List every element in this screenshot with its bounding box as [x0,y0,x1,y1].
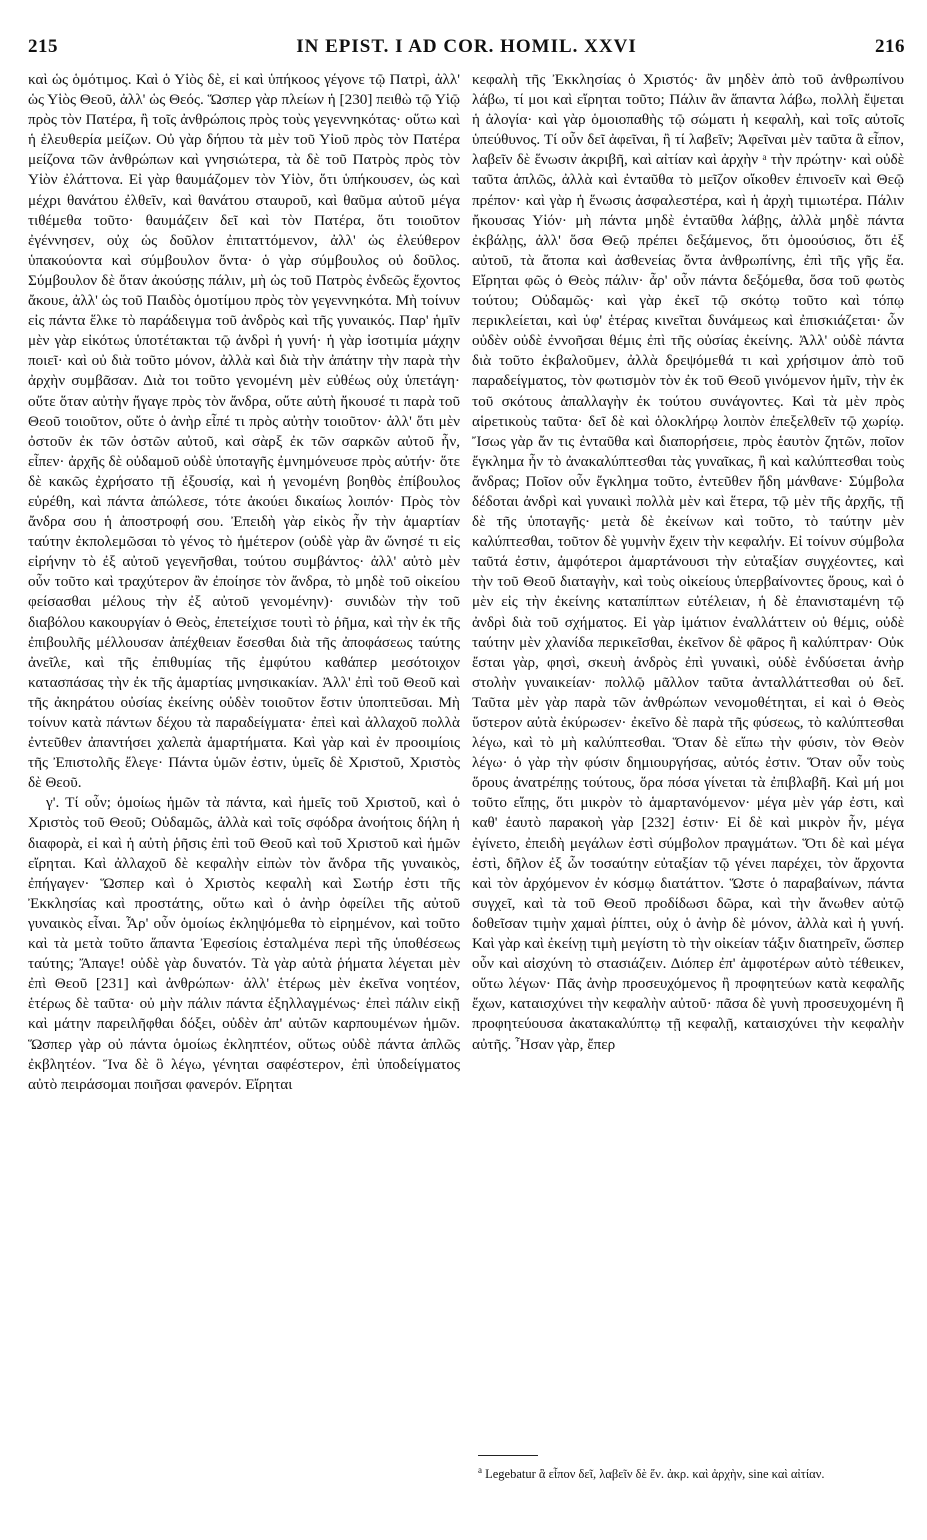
page-number-left: 215 [28,36,58,57]
running-header [28,34,905,60]
right-column [472,70,904,1055]
footnote-rule [478,1455,538,1456]
page-number-right: 216 [875,36,905,57]
left-paragraph-1: καὶ ὡς ὁμότιμος. Καὶ ὁ Υἱὸς δὲ, εἰ καὶ ὑπήκοος γέγονε τῷ Πατρὶ, ἀλλ' ὡς Υἱὸς Θεοῦ, ἀλλ' ὡς Θεός. Ὥσπερ γὰρ πλείων ἡ [230] πειθὼ τῷ Υἱῷ πρὸς τὸν Πατέρα, ἢ τοῖς ἀνθρώποις πρὸς τοὺς γεγεννηκότας· οὕτω καὶ ἡ ἐλευθερία μείζων. Οὐ γὰρ δήπου τὰ μὲν τοῦ Υἱοῦ πρὸς τὸν Πατέρα μείζονα τῶν ἀνθρώπων καὶ γνησιώτερα, τὰ δὲ τοῦ Πατρὸς πρὸς τὸν Υἱὸν ἐλάττονα. Εἰ γὰρ θαυμάζομεν τὸν Υἱὸν, ὅτι ὑπήκουσεν, ὡς καὶ μέχρι θανάτου ἐλθεῖν, καὶ θανάτου σταυροῦ, καὶ θαῦμα αὐτοῦ μέγα τιθέμεθα τοῦτο· θαυμάζειν δεῖ καὶ τὸν Πατέρα, ὅτι τοιοῦτον ἐγέννησεν, οὐχ ὡς δοῦλον ἐπιταττόμενον, ἀλλ' ὡς ἐλεύθερον ὑπακούοντα καὶ σύμβουλον ὄντα· ὁ γὰρ σύμβουλος οὐ δοῦλος. Σύμβουλον δὲ ὅταν ἀκούσῃς πάλιν, μὴ ὡς τοῦ Πατρὸς ἐνδεῶς ἔχοντος ἄκουε, ἀλλ' ὡς τοῦ Παιδὸς ὁμοτίμου πρὸς τὸν γεγεννηκότα. Μὴ τοίνυν εἰς πάντα ἕλκε τὸ παράδειγμα τοῦ ἀνδρὸς καὶ τῆς γυναικός. Παρ' ἡμῖν μὲν γὰρ εἰκότως ὑποτέτακται τῷ ἀνδρὶ ἡ γυνή· ἡ γὰρ ἰσοτιμία μάχην ποιεῖ· καὶ οὐ διὰ τοῦτο μόνον, ἀλλὰ καὶ διὰ τὴν ἀπάτην τὴν παρὰ τὴν ἀρχὴν συμβᾶσαν. Διὰ τοι τοῦτο γενομένη μὲν εὐθέως οὐχ ὑπετάγη· οὔτε ὅταν αὐτὴν ἤγαγε πρὸς τὸν ἄνδρα, οὔτε αὐτὴ ἤκουσέ τι παρὰ τοῦ Θεοῦ τοιοῦτον, οὔτε ὁ ἀνὴρ εἶπέ τι πρὸς αὐτὴν τοιοῦτον· ἀλλ' ὅτι μὲν ὀστοῦν ἐκ τῶν ὀστῶν αὐτοῦ, καὶ σὰρξ ἐκ τῶν σαρκῶν αὐτοῦ ἦν, εἶπεν· ἀρχῆς δὲ οὐδαμοῦ οὐδὲ ὑποταγῆς ἐμνημόνευσε πρὸς αὐτήν· ὅτε δὲ κακῶς ἐχρήσατο τῇ ἐξουσίᾳ, καὶ ἡ γενομένη βοηθὸς ἐπίβουλος εὑρέθη, καὶ πάντα ἀπώλεσε, τότε ἀκούει δικαίως λοιπόν· Πρὸς τὸν ἄνδρα σου ἡ ἀποστροφή σου. Ἐπειδὴ γὰρ εἰκὸς ἦν τὴν ἁμαρτίαν ταύτην ἐκπολεμῶσαι τὸ γένος τὸ ἡμέτερον (οὐδὲ γὰρ ἂν ὤνησέ τι εἰς εἰρήνην τὸ ἐξ αὐτοῦ γεγενῆσθαι, τούτου συμβάντος· ἀλλ' αὐτὸ μὲν οὖν τοῦτο καὶ τραχύτερον ἂν ἐποίησε τὸν ἄνδρα, τὸ μηδὲ τοῦ οἰκείου φείσασθαι μέλους τὴν ἐξ αὐτοῦ γενομένην)· συνιδὼν τὴν τοῦ διαβόλου κακουργίαν ὁ Θεὸς, ἐπετείχισε τουτὶ τὸ ῥῆμα, καὶ τὴν ἐκ τῆς ἐπιβουλῆς μέλλουσαν ἀπέχθειαν ἔσεσθαι διὰ τῆς ἀποφάσεως ταύτης ἀνεῖλε, καὶ τῆς ἐπιθυμίας τῆς ἐμφύτου καθάπερ μεσότοιχον κατασπάσας τὴν ἐκ τῆς ἁμαρτίας μνησικακίαν. Ἀλλ' ἐπὶ τοῦ Θεοῦ καὶ τῆς ἀκηράτου οὐσίας ἐκείνης οὐδὲν τοιοῦτον ἔστιν ὑποπτεῦσαι. Μὴ τοίνυν κατὰ πάντων δέχου τὰ παραδείγματα· ἐπεὶ καὶ ἀλλαχοῦ πολλὰ ἐντεῦθεν ἀπαντήσει χαλεπὰ ἁμαρτήματα. Καὶ γὰρ καὶ ἐν προοιμίοις τῆς Ἐπιστολῆς ἔλεγε· Πάντα ὑμῶν ἐστιν, ὑμεῖς δὲ Χριστοῦ, Χριστὸς δὲ Θεοῦ. [28,71,460,792]
running-title: IN EPIST. I AD COR. HOMIL. XXVI [296,36,637,57]
footnote-text: Legebatur ἃ εἶπον δεῖ, λαβεῖν δὲ ἕν. ἀκρ. καὶ ἀρχὴν, sine καὶ αἰτίαν. [485,1467,825,1482]
left-column [28,70,460,1095]
footnote [478,1462,904,1483]
left-paragraph-2: γ'. Τί οὖν; ὁμοίως ἡμῶν τὰ πάντα, καὶ ἡμεῖς τοῦ Χριστοῦ, καὶ ὁ Χριστὸς τοῦ Θεοῦ; Οὐδαμῶς, ἀλλὰ καὶ τοῖς σφόδρα ἀνοήτοις δήλη ἡ διαφορὰ, εἰ καὶ ἡ αὐτὴ ῥῆσις ἐπὶ τοῦ Θεοῦ καὶ τοῦ Χριστοῦ καὶ ἡμῶν εἴρηται. Καὶ ἀλλαχοῦ δὲ κεφαλὴν εἰπὼν τὸν ἄνδρα τῆς γυναικὸς, ἐπήγαγεν· Ὥσπερ καὶ ὁ Χριστὸς κεφαλὴ καὶ Σωτήρ ἐστι τῆς Ἐκκλησίας καὶ προστάτης, οὕτω καὶ ὁ ἀνὴρ ὀφείλει τῆς αὐτοῦ γυναικὸς εἶναι. Ἆρ' οὖν ὁμοίως ἐκληψόμεθα τὸ εἰρημένον, καὶ τοῦτο καὶ τὰ μετὰ τοῦτο ἅπαντα Ἐφεσίοις ἐσταλμένα περὶ τῆς ὑποθέσεως ταύτης; Ἄπαγε! οὐδὲ γὰρ δυνατόν. Τὰ γὰρ αὐτὰ ῥήματα λέγεται μὲν ἐπὶ Θεοῦ [231] καὶ ἀνθρώπων· ἀλλ' ἑτέρως μὲν ἐκεῖνα νοητέον, ἑτέρως δὲ ταῦτα· οὐ μὴν πάλιν πάντα ἐξηλλαγμένως· ἐπεὶ πάλιν εἰκῇ καὶ μάτην παρειλῆφθαι δόξει, οὐδὲν ἀπ' αὐτῶν καρπουμένων ἡμῶν. Ὥσπερ γὰρ οὐ πάντα ὁμοίως ἐκληπτέον, οὕτως οὐδὲ πάντα ἁπλῶς ἐκβλητέον. Ἵνα δὲ ὃ λέγω, γένηται σαφέστερον, ἐπὶ ὑποδείγματος αὐτὸ πειράσομαι ποιῆσαι φανερόν. Εἴρηται [28,794,460,1093]
footnote-marker: a [478,1465,482,1475]
right-paragraph-1: κεφαλὴ τῆς Ἐκκλησίας ὁ Χριστός· ἂν μηδὲν ἀπὸ τοῦ ἀνθρωπίνου λάβω, τί μοι καὶ εἴρηται τοῦτο; Πάλιν ἂν ἅπαντα λάβω, πολλὴ ἔψεται ἡ ἀλογία· καὶ γὰρ ὁμοιοπαθὴς τῷ σώματι ἡ κεφαλὴ, καὶ τοῖς αὐτοῖς ὑπεύθυνος. Τί οὖν δεῖ ἀφεῖναι, ἢ τί λαβεῖν; Ἀφεῖναι μὲν ταῦτα ἃ εἶπον, λαβεῖν δὲ ἕνωσιν ἀκριβῆ, καὶ αἰτίαν καὶ ἀρχὴν ᵃ τὴν πρώτην· καὶ οὐδὲ ταῦτα ἁπλῶς, ἀλλὰ καὶ ἐνταῦθα τὸ μεῖζον οἴκοθεν ἐπινοεῖν καὶ Θεῷ πρέπον· καὶ γὰρ ἡ ἕνωσις ἀσφαλεστέρα, καὶ ἡ ἀρχὴ τιμιωτέρα. Πάλιν ἤκουσας Υἱόν· μὴ πάντα μηδὲ ἐνταῦθα λάβῃς, ἀλλὰ μηδὲ πάντα ἐκβάλῃς, ἀλλ' ὅσα Θεῷ πρέπει δεξάμενος, ὅτι ὁμοούσιος, ὅτι ἐξ αὐτοῦ, τὰ ἄτοπα καὶ ἀσθενείας ὄντα ἀνθρωπίνης, ἐπὶ τῆς γῆς ἔα. Εἴρηται φῶς ὁ Θεὸς πάλιν· ἆρ' οὖν πάντα δεξόμεθα, ὅσα τοῦ φωτὸς τούτου; Οὐδαμῶς· καὶ γὰρ ἐκεῖ τῷ σκότῳ τοῦτο καὶ τόπῳ περικλείεται, καὶ ὑφ' ἑτέρας κινεῖται δυνάμεως καὶ ἐπισκιάζεται· ὧν οὐδὲν οὐδὲ ἐννοῆσαι θέμις ἐπὶ τῆς οὐσίας ἐκείνης. Ἀλλ' οὐδὲ πάντα διὰ τοῦτο ἐκβαλοῦμεν, ἀλλὰ δρεψόμεθά τι καὶ χρήσιμον ἀπὸ τοῦ παραδείγματος, τὸν φωτισμὸν τὸν ἐκ τοῦ Θεοῦ γινόμενον ἡμῖν, τὴν ἐκ τοῦ σκότους ἀπαλλαγὴν ἐκ τούτου συνάγοντες. Καὶ τὰ μὲν πρὸς αἱρετικοὺς ταῦτα· δεῖ δὲ καὶ ὁλοκλήρῳ λοιπὸν ἐπεξελθεῖν τῷ χωρίῳ. Ἴσως γὰρ ἄν τις ἐνταῦθα καὶ διαπορήσειε, πρὸς ἑαυτὸν ζητῶν, ποῖον ἔγκλημα ἦν τὸ ἀνακαλύπτεσθαι τὰς γυναῖκας, ἢ καὶ καλύπτεσθαι τοὺς ἄνδρας; Ποῖον οὖν ἔγκλημα τοῦτο, ἐντεῦθεν ἤδη μάνθανε· Σύμβολα δέδοται ἀνδρὶ καὶ γυναικὶ πολλὰ μὲν καὶ ἕτερα, τῷ μὲν τῆς ἀρχῆς, τῇ δὲ τῆς ὑποταγῆς· μετὰ δὲ ἐκείνων καὶ τοῦτο, τὸ ταύτην μὲν καλύπτεσθαι, τοῦτον δὲ γυμνὴν ἔχειν τὴν κεφαλήν. Εἰ τοίνυν σύμβολα ταῦτά ἐστιν, ἀμφότεροι ἁμαρτάνουσι τὴν εὐταξίαν συγχέοντες, καὶ τὴν τοῦ Θεοῦ διαταγὴν, καὶ τοὺς οἰκείους ὑπερβαίνοντες ὅρους, καὶ ὁ μὲν εἰς τὴν ἐκείνης καταπίπτων εὐτέλειαν, ἡ δὲ ἐπανισταμένη τῷ ἀνδρὶ διὰ τοῦ σχήματος. Εἰ γὰρ ἱμάτιον ἐναλλάττειν οὐ θέμις, οὐδὲ ταύτην μὲν χλανίδα περικεῖσθαι, ἐκεῖνον δὲ φᾶρος ἢ καλύπτραν· Οὐκ ἔσται γὰρ, φησὶ, σκευὴ ἀνδρὸς ἐπὶ γυναικὶ, οὐδὲ ἐνδύσεται ἀνὴρ στολὴν γυναικείαν· πολλῷ μᾶλλον ταῦτα ἀνταλλάττεσθαι οὐ δεῖ. Ταῦτα μὲν γὰρ παρὰ τῶν ἀνθρώπων νενομοθέτηται, εἰ καὶ ὁ Θεὸς ὕστερον αὐτὰ ἐκύρωσεν· ἐκεῖνο δὲ παρὰ τῆς φύσεως, τὸ καλύπτεσθαι λέγω, καὶ τὸ μὴ καλύπτεσθαι. Ὅταν δὲ εἴπω τὴν φύσιν, τὸν Θεὸν λέγω· ὁ γὰρ τὴν φύσιν δημιουργήσας, αὐτός ἐστιν. Ὅταν οὖν τοὺς ὅρους ἀνατρέπῃς τούτους, ὅρα πόσα γίνεται τὰ ἐπιβλαβῆ. Καὶ μή μοι τοῦτο εἴπῃς, ὅτι μικρὸν τὸ ἁμαρτανόμενον· μέγα μὲν γάρ ἐστι, καὶ καθ' ἑαυτὸ παρακοὴ γὰρ [232] ἐστιν· Εἰ δὲ καὶ μικρὸν ἦν, μέγα ἐγίνετο, ἐπειδὴ μεγάλων ἐστὶ σύμβολον πραγμάτων. Ὅτι δὲ καὶ μέγα ἐστὶ, δῆλον ἐξ ὧν τοσαύτην εὐταξίαν τῷ γένει παρέχει, τὸν ἄρχοντα καὶ τὸν ἀρχόμενον ἐν κόσμῳ διατάττον. Ὥστε ὁ παραβαίνων, πάντα συγχεῖ, καὶ τὰ τοῦ Θεοῦ προδίδωσι δῶρα, καὶ τὴν ἄνωθεν αὐτῷ δοθεῖσαν τιμὴν χαμαὶ ῥίπτει, οὐχ ὁ ἀνὴρ δὲ μόνον, ἀλλὰ καὶ ἡ γυνή. Καὶ γὰρ καὶ ἐκείνῃ τιμὴ μεγίστη τὸ τὴν οἰκείαν τάξιν διατηρεῖν, ὥσπερ οὖν καὶ αἰσχύνη τὸ στασιάζειν. Διόπερ ἐπ' ἀμφοτέρων αὐτὸ τέθεικεν, οὕτω λέγων· Πᾶς ἀνὴρ προσευχόμενος ἢ προφητεύων κατὰ κεφαλῆς ἔχων, καταισχύνει τὴν κεφαλὴν αὐτοῦ· πᾶσα δὲ γυνὴ προσευχομένη ἢ προφητεύουσα ἀκατακαλύπτῳ τῇ κεφαλῇ, καταισχύνει τὴν κεφαλὴν αὐτῆς. Ἦσαν γὰρ, ἔπερ [472,71,904,1053]
